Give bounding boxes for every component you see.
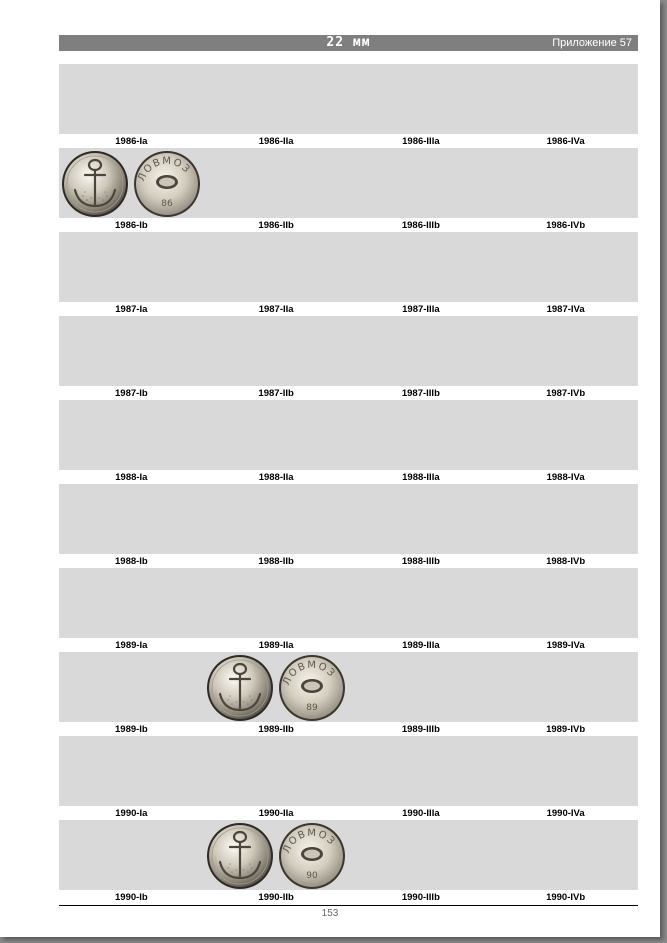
row-labels bbox=[59, 303, 638, 316]
image-slot bbox=[59, 316, 638, 386]
image-slot bbox=[59, 484, 638, 554]
catalog-rows bbox=[59, 64, 638, 904]
page-number: 153 bbox=[321, 908, 339, 919]
header-title: 22 мм bbox=[326, 35, 371, 50]
button-photo-pair bbox=[206, 822, 346, 890]
button-front-anchor-icon bbox=[206, 822, 274, 890]
catalog-label: 1989-IVb bbox=[546, 724, 586, 735]
catalog-row bbox=[59, 568, 638, 652]
catalog-label: 1990-IIIb bbox=[401, 892, 440, 903]
catalog-label: 1988-IIIa bbox=[402, 472, 440, 483]
catalog-row bbox=[59, 316, 638, 400]
catalog-row bbox=[59, 484, 638, 568]
catalog-label: 1987-IIIa bbox=[402, 304, 440, 315]
button-front-anchor-icon bbox=[61, 150, 129, 218]
catalog-row bbox=[59, 820, 638, 904]
image-slot bbox=[59, 652, 638, 722]
catalog-label: 1986-IIIa bbox=[402, 136, 440, 147]
row-labels bbox=[59, 807, 638, 820]
svg-text:ЛОВМОЗ: ЛОВМОЗ bbox=[281, 659, 338, 688]
appendix-label: Приложение 57 bbox=[552, 37, 632, 49]
catalog-label: 1988-IVa bbox=[546, 472, 585, 483]
catalog-label: 1988-Ib bbox=[115, 556, 148, 567]
image-slot bbox=[59, 400, 638, 470]
row-labels bbox=[59, 471, 638, 484]
row-labels bbox=[59, 135, 638, 148]
catalog-label: 1988-IVb bbox=[546, 556, 586, 567]
catalog-label: 1987-IVa bbox=[546, 304, 585, 315]
catalog-row bbox=[59, 232, 638, 316]
image-slot bbox=[59, 232, 638, 302]
row-labels bbox=[59, 891, 638, 904]
header-bar bbox=[59, 35, 638, 51]
svg-text:90: 90 bbox=[306, 871, 318, 881]
button-front-anchor-icon bbox=[206, 654, 274, 722]
catalog-label: 1987-IIIb bbox=[401, 388, 440, 399]
button-photo-pair bbox=[61, 150, 201, 218]
catalog-label: 1988-IIa bbox=[258, 472, 294, 483]
catalog-label: 1990-Ib bbox=[115, 892, 148, 903]
catalog-label: 1986-Ib bbox=[115, 220, 148, 231]
catalog-label: 1987-IIb bbox=[258, 388, 294, 399]
svg-text:ЛОВМОЗ: ЛОВМОЗ bbox=[136, 155, 193, 184]
catalog-label: 1990-IVa bbox=[546, 808, 585, 819]
catalog-label: 1989-IIIb bbox=[401, 724, 440, 735]
bottom-rule bbox=[59, 905, 638, 906]
image-slot bbox=[59, 64, 638, 134]
row-labels bbox=[59, 219, 638, 232]
row-labels bbox=[59, 555, 638, 568]
catalog-label: 1990-IIIa bbox=[402, 808, 440, 819]
catalog-label: 1990-Ia bbox=[115, 808, 148, 819]
button-back-legend-icon bbox=[278, 654, 346, 722]
row-labels bbox=[59, 723, 638, 736]
svg-text:89: 89 bbox=[306, 703, 318, 713]
catalog-label: 1987-Ib bbox=[115, 388, 148, 399]
catalog-label: 1986-IVb bbox=[546, 220, 586, 231]
catalog-label: 1989-IVa bbox=[546, 640, 585, 651]
catalog-label: 1989-IIb bbox=[258, 724, 294, 735]
image-slot bbox=[59, 568, 638, 638]
catalog-row bbox=[59, 400, 638, 484]
row-labels bbox=[59, 639, 638, 652]
catalog-label: 1990-IIb bbox=[258, 892, 294, 903]
catalog-label: 1987-IIa bbox=[258, 304, 294, 315]
button-back-legend-icon bbox=[278, 822, 346, 890]
catalog-label: 1986-IIIb bbox=[401, 220, 440, 231]
catalog-label: 1986-IIa bbox=[258, 136, 294, 147]
button-back-legend-icon bbox=[133, 150, 201, 218]
catalog-label: 1986-IIb bbox=[258, 220, 294, 231]
catalog-row bbox=[59, 64, 638, 148]
catalog-label: 1989-IIa bbox=[258, 640, 294, 651]
catalog-label: 1988-Ia bbox=[115, 472, 148, 483]
catalog-label: 1987-IVb bbox=[546, 388, 586, 399]
image-slot bbox=[59, 820, 638, 890]
svg-text:86: 86 bbox=[161, 199, 173, 209]
catalog-label: 1987-Ia bbox=[115, 304, 148, 315]
catalog-label: 1988-IIIb bbox=[401, 556, 440, 567]
catalog-label: 1990-IVb bbox=[546, 892, 586, 903]
catalog-label: 1986-IVa bbox=[546, 136, 585, 147]
image-slot bbox=[59, 736, 638, 806]
catalog-label: 1989-IIIa bbox=[402, 640, 440, 651]
catalog-label: 1989-Ib bbox=[115, 724, 148, 735]
catalog-label: 1988-IIb bbox=[258, 556, 294, 567]
catalog-label: 1990-IIa bbox=[258, 808, 294, 819]
catalog-label: 1989-Ia bbox=[115, 640, 148, 651]
button-photo-pair bbox=[206, 654, 346, 722]
catalog-label: 1986-Ia bbox=[115, 136, 148, 147]
svg-text:ЛОВМОЗ: ЛОВМОЗ bbox=[281, 827, 338, 856]
catalog-row bbox=[59, 148, 638, 232]
catalog-row bbox=[59, 736, 638, 820]
row-labels bbox=[59, 387, 638, 400]
catalog-row bbox=[59, 652, 638, 736]
